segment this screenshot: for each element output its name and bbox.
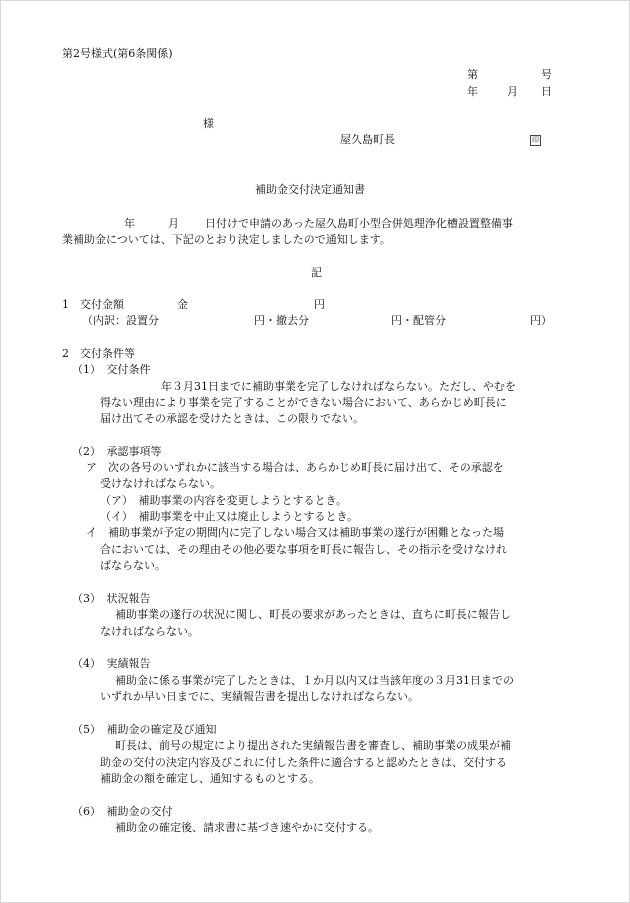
condition-5-line-1: 町長は、前号の規定により提出された実績報告書を審査し、補助事業の成果が補 — [115, 739, 511, 752]
condition-1-heading: （1） 交付条件 — [72, 363, 151, 376]
document-number-suffix: 号 — [541, 68, 552, 81]
amount-yen: 円 — [314, 298, 325, 311]
intro-line-2: 業補助金については、下記のとおり決定しましたので通知します。 — [62, 233, 391, 246]
condition-3-heading: （3） 状況報告 — [72, 592, 151, 605]
document-title: 補助金交付決定通知書 — [255, 183, 365, 196]
date-day: 日 — [541, 85, 552, 98]
condition-2-a-line-1: ア 次の各号のいずれかに該当する場合は、あらかじめ町長に届け出て、その承認を — [86, 461, 504, 474]
condition-4-line-1: 補助金に係る事業が完了したときは、１か月以内又は当該年度の３月31日までの — [115, 674, 514, 687]
condition-2-b-line-1: イ 補助事業が予定の期間内に完了しない場合又は補助事業の遂行が困難となった場 — [86, 526, 504, 539]
date-year: 年 — [467, 85, 478, 98]
intro-date-year: 年 — [124, 217, 135, 230]
condition-2-a-line-2: 受けなければならない。 — [100, 477, 221, 490]
breakdown-setchi: （内訳：設置分 — [82, 314, 159, 327]
condition-6-line-1: 補助金の確定後、請求書に基づき速やかに交付する。 — [115, 821, 379, 834]
seal-mark — [530, 133, 541, 146]
condition-2-b-line-3: ばならない。 — [100, 559, 166, 572]
breakdown-tekkyo: 円・撤去分 — [254, 314, 309, 327]
condition-1-line-3: 届け出てその承認を受けたときは、この限りでない。 — [100, 412, 364, 425]
ki-heading: 記 — [311, 266, 322, 279]
condition-2-heading: （2） 承認事項等 — [72, 445, 162, 458]
condition-3-line-1: 補助事業の遂行の状況に関し、町長の要求があったときは、直ちに町長に報告し — [115, 608, 511, 621]
addressee-honorific: 様 — [203, 117, 214, 130]
condition-1-line-1: 年３月31日までに補助事業を完了しなければならない。ただし、やむを — [161, 380, 516, 393]
document-number-label: 第 — [467, 68, 478, 81]
date-month: 月 — [507, 85, 518, 98]
condition-2-b-line-2: 合においては、その理由その他必要な事項を町長に報告し、その指示を受けなけれ — [100, 543, 507, 556]
condition-2-item-a: （ア） 補助事業の内容を変更しようとするとき。 — [100, 494, 348, 507]
intro-line-1: 日付けで申請のあった屋久島町小型合併処理浄化槽設置整備事 — [205, 217, 513, 230]
section-1-heading: 1 交付金額 — [62, 298, 124, 311]
intro-date-month: 月 — [168, 217, 179, 230]
condition-4-line-2: いずれか早い日までに、実績報告書を提出しなければならない。 — [100, 690, 419, 703]
section-2-heading: 2 交付条件等 — [62, 347, 135, 360]
breakdown-haikan: 円・配管分 — [391, 314, 446, 327]
issuer-name: 屋久島町長 — [340, 133, 395, 146]
seal-label: 印 — [532, 135, 539, 144]
condition-5-heading: （5） 補助金の確定及び通知 — [72, 723, 217, 736]
condition-6-heading: （6） 補助金の交付 — [72, 805, 173, 818]
condition-5-line-3: 補助金の額を確定し、通知するものとする。 — [100, 772, 320, 785]
condition-2-item-i: （イ） 補助事業を中止又は廃止しようとするとき。 — [100, 510, 359, 523]
condition-1-line-2: 得ない理由により事業を完了することができない場合において、あらかじめ町長に — [100, 396, 507, 409]
breakdown-close: 円） — [530, 314, 552, 327]
condition-4-heading: （4） 実績報告 — [72, 657, 151, 670]
amount-kin: 金 — [177, 298, 188, 311]
condition-3-line-2: なければならない。 — [100, 625, 199, 638]
condition-5-line-2: 助金の交付の決定内容及びこれに付した条件に適合すると認めたときは、交付する — [100, 756, 507, 769]
form-number: 第2号様式(第6条関係) — [62, 47, 173, 60]
